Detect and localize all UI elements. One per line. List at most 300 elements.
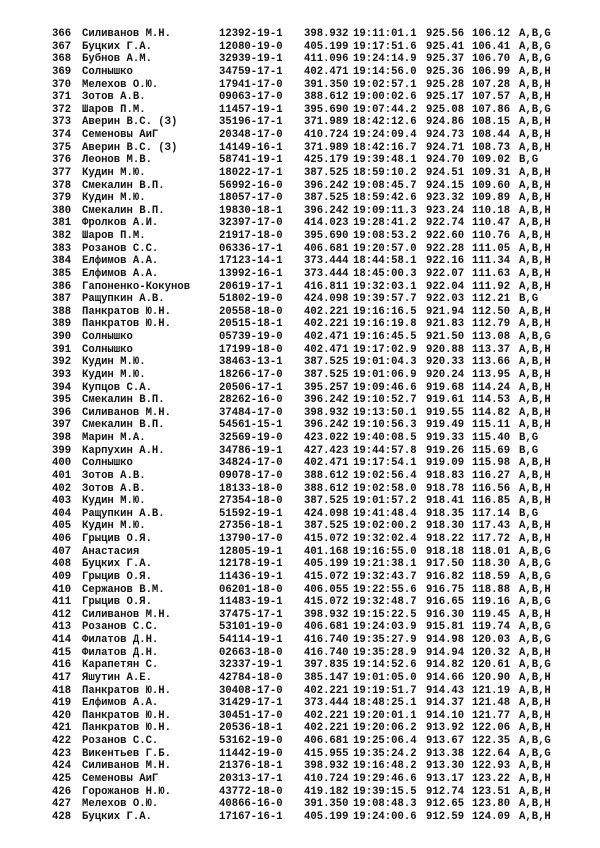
coefficient: 122.35 <box>472 735 511 747</box>
speed: 922.04 <box>426 280 465 293</box>
coefficient: 121.77 <box>472 709 511 722</box>
ring-number: 18022-17-1 <box>219 166 283 179</box>
ring-number: 18133-18-0 <box>219 482 283 495</box>
distance: 415.072 <box>304 570 349 583</box>
table-row <box>52 811 572 824</box>
arrival-time: 19:35:24.2 <box>353 747 417 760</box>
distance: 415.072 <box>304 596 349 609</box>
ring-number: 35196-17-1 <box>219 116 283 129</box>
table-row <box>52 394 572 407</box>
categories: A,B,G <box>519 634 551 646</box>
row-number: 410 <box>52 583 72 596</box>
categories: A,B,H <box>519 697 551 710</box>
ring-number: 20348-17-0 <box>219 129 283 141</box>
arrival-time: 18:42:12.6 <box>353 116 417 129</box>
ring-number: 32569-19-0 <box>219 432 283 444</box>
coefficient: 111.34 <box>472 255 511 268</box>
speed: 925.28 <box>426 78 465 91</box>
coefficient: 117.43 <box>472 520 511 533</box>
speed: 925.41 <box>426 40 465 53</box>
ring-number: 18266-17-0 <box>219 368 283 381</box>
coefficient: 113.95 <box>472 368 511 381</box>
coefficient: 123.80 <box>472 798 511 811</box>
distance: 427.423 <box>304 444 349 457</box>
fancier-name: Зотов А.В. <box>82 469 146 482</box>
coefficient: 114.82 <box>472 406 511 419</box>
speed: 913.67 <box>426 735 465 747</box>
categories: A,B,H <box>519 192 551 205</box>
row-number: 385 <box>52 267 72 280</box>
arrival-time: 19:32:43.7 <box>353 570 417 583</box>
ring-number: 17941-17-0 <box>219 78 283 91</box>
coefficient: 117.14 <box>472 507 511 520</box>
table-row <box>52 66 572 79</box>
arrival-time: 19:14:52.6 <box>353 659 417 672</box>
arrival-time: 19:20:01.1 <box>353 709 417 722</box>
ring-number: 34824-17-0 <box>219 457 283 470</box>
categories: A,B,H <box>519 230 551 242</box>
ring-number: 51592-19-1 <box>219 507 283 520</box>
distance: 371.989 <box>304 141 349 154</box>
table-row <box>52 419 572 432</box>
table-row <box>52 344 572 357</box>
categories: A,B,H <box>519 533 551 545</box>
fancier-name: Буцких Г.А. <box>82 40 152 53</box>
coefficient: 118.01 <box>472 545 511 558</box>
row-number: 386 <box>52 280 72 293</box>
table-row <box>52 735 572 748</box>
row-number: 376 <box>52 154 72 167</box>
distance: 391.350 <box>304 78 349 91</box>
ring-number: 28262-16-0 <box>219 394 283 407</box>
arrival-time: 19:20:06.2 <box>353 722 417 735</box>
fancier-name: Панкратов Ю.Н. <box>82 318 172 331</box>
row-number: 370 <box>52 78 72 91</box>
coefficient: 113.08 <box>472 331 511 343</box>
table-row <box>52 470 572 483</box>
arrival-time: 18:42:16.7 <box>353 141 417 154</box>
row-number: 391 <box>52 343 72 356</box>
speed: 925.17 <box>426 91 465 104</box>
speed: 918.35 <box>426 507 465 520</box>
distance: 401.168 <box>304 545 349 558</box>
fancier-name: Смекалин В.П. <box>82 394 165 407</box>
coefficient: 106.70 <box>472 53 511 66</box>
row-number: 389 <box>52 318 72 331</box>
arrival-time: 18:59:42.6 <box>353 192 417 205</box>
arrival-time: 19:01:57.2 <box>353 495 417 508</box>
categories: A,B,H <box>519 772 551 785</box>
table-row <box>52 79 572 92</box>
coefficient: 109.31 <box>472 166 511 179</box>
row-number: 422 <box>52 735 72 747</box>
coefficient: 121.19 <box>472 684 511 697</box>
coefficient: 106.12 <box>472 28 511 40</box>
ring-number: 06201-18-0 <box>219 583 283 596</box>
fancier-name: Грыцив О.Я. <box>82 570 152 583</box>
fancier-name: Буцких Г.А. <box>82 558 152 571</box>
speed: 914.10 <box>426 709 465 722</box>
row-number: 413 <box>52 621 72 634</box>
row-number: 381 <box>52 217 72 230</box>
arrival-time: 19:14:56.0 <box>353 65 417 78</box>
fancier-name: Аверин В.С. (З) <box>82 141 178 154</box>
distance: 387.525 <box>304 192 349 205</box>
row-number: 388 <box>52 305 72 318</box>
speed: 912.65 <box>426 798 465 811</box>
arrival-time: 19:16:45.5 <box>353 331 417 343</box>
row-number: 373 <box>52 116 72 129</box>
fancier-name: Розанов С.С. <box>82 621 159 634</box>
row-number: 411 <box>52 596 72 609</box>
row-number: 425 <box>52 772 72 785</box>
coefficient: 106.99 <box>472 65 511 78</box>
coefficient: 112.50 <box>472 305 511 318</box>
speed: 922.74 <box>426 217 465 230</box>
distance: 387.525 <box>304 356 349 369</box>
table-row <box>52 457 572 470</box>
ring-number: 20506-17-1 <box>219 381 283 394</box>
ring-number: 20619-17-1 <box>219 280 283 293</box>
ring-number: 43772-18-0 <box>219 785 283 798</box>
fancier-name: Фролков А.И. <box>82 217 159 230</box>
arrival-time: 19:35:28.9 <box>353 646 417 659</box>
arrival-time: 19:16:16.5 <box>353 305 417 318</box>
categories: A,B,G <box>519 621 551 634</box>
table-row <box>52 28 572 41</box>
table-row <box>52 192 572 205</box>
table-row <box>52 571 572 584</box>
row-number: 392 <box>52 356 72 369</box>
speed: 922.07 <box>426 267 465 280</box>
ring-number: 54114-19-1 <box>219 634 283 646</box>
ring-number: 34786-19-1 <box>219 444 283 457</box>
row-number: 368 <box>52 53 72 66</box>
categories: A,B,H <box>519 116 551 129</box>
distance: 385.147 <box>304 671 349 684</box>
speed: 912.59 <box>426 810 465 823</box>
ring-number: 42784-18-0 <box>219 671 283 684</box>
fancier-name: Аверин В.С. (З) <box>82 116 178 129</box>
fancier-name: Елфимов А.А. <box>82 697 159 710</box>
row-number: 414 <box>52 634 72 646</box>
categories: A,B,H <box>519 760 551 773</box>
speed: 924.70 <box>426 154 465 167</box>
table-row <box>52 142 572 155</box>
categories: B,G <box>519 444 539 457</box>
speed: 919.33 <box>426 432 465 444</box>
table-row <box>52 748 572 761</box>
speed: 918.18 <box>426 545 465 558</box>
distance: 391.350 <box>304 798 349 811</box>
speed: 925.37 <box>426 53 465 66</box>
coefficient: 112.79 <box>472 318 511 331</box>
ring-number: 09078-17-0 <box>219 469 283 482</box>
speed: 925.56 <box>426 28 465 40</box>
ring-number: 51802-19-0 <box>219 293 283 306</box>
categories: A,B,G <box>519 331 551 343</box>
fancier-name: Шаров П.М. <box>82 103 146 116</box>
fancier-name: Горожанов Н.Ю. <box>82 785 172 798</box>
table-row <box>52 647 572 660</box>
distance: 416.740 <box>304 646 349 659</box>
fancier-name: Панкратов Ю.Н. <box>82 305 172 318</box>
arrival-time: 19:39:15.5 <box>353 785 417 798</box>
ring-number: 20558-18-0 <box>219 305 283 318</box>
ring-number: 06336-17-1 <box>219 242 283 255</box>
coefficient: 122.64 <box>472 747 511 760</box>
coefficient: 108.15 <box>472 116 511 129</box>
table-row <box>52 407 572 420</box>
speed: 922.28 <box>426 242 465 255</box>
row-number: 412 <box>52 608 72 621</box>
distance: 415.072 <box>304 533 349 545</box>
row-number: 375 <box>52 141 72 154</box>
distance: 373.444 <box>304 267 349 280</box>
speed: 916.65 <box>426 596 465 609</box>
ring-number: 20515-18-1 <box>219 318 283 331</box>
ring-number: 12178-19-1 <box>219 558 283 571</box>
row-number: 415 <box>52 646 72 659</box>
ring-number: 20313-17-1 <box>219 772 283 785</box>
arrival-time: 19:28:41.2 <box>353 217 417 230</box>
categories: A,B,H <box>519 419 551 432</box>
coefficient: 115.98 <box>472 457 511 470</box>
speed: 916.82 <box>426 570 465 583</box>
speed: 920.88 <box>426 343 465 356</box>
row-number: 428 <box>52 810 72 823</box>
categories: A,B,H <box>519 280 551 293</box>
speed: 924.86 <box>426 116 465 129</box>
table-row <box>52 697 572 710</box>
ring-number: 32939-19-1 <box>219 53 283 66</box>
table-row <box>52 382 572 395</box>
speed: 919.49 <box>426 419 465 432</box>
arrival-time: 19:24:00.6 <box>353 810 417 823</box>
arrival-time: 19:09:46.6 <box>353 381 417 394</box>
fancier-name: Кудин М.Ю. <box>82 520 146 533</box>
arrival-time: 19:08:48.3 <box>353 798 417 811</box>
ring-number: 32337-19-1 <box>219 659 283 672</box>
ring-number: 54561-15-1 <box>219 419 283 432</box>
arrival-time: 19:35:27.9 <box>353 634 417 646</box>
table-row <box>52 281 572 294</box>
distance: 423.022 <box>304 432 349 444</box>
distance: 396.242 <box>304 419 349 432</box>
ring-number: 32397-17-0 <box>219 217 283 230</box>
ring-number: 27354-18-0 <box>219 495 283 508</box>
ring-number: 30451-17-0 <box>219 709 283 722</box>
table-row <box>52 773 572 786</box>
arrival-time: 19:08:53.2 <box>353 230 417 242</box>
coefficient: 119.45 <box>472 608 511 621</box>
table-row <box>52 546 572 559</box>
distance: 395.690 <box>304 103 349 116</box>
speed: 921.50 <box>426 331 465 343</box>
row-number: 426 <box>52 785 72 798</box>
table-row <box>52 710 572 723</box>
categories: A,B,H <box>519 356 551 369</box>
arrival-time: 19:09:11.3 <box>353 204 417 217</box>
ring-number: 11457-19-1 <box>219 103 283 116</box>
fancier-name: Мелехов О.Ю. <box>82 798 159 811</box>
categories: A,B,G <box>519 53 551 66</box>
coefficient: 106.41 <box>472 40 511 53</box>
speed: 913.17 <box>426 772 465 785</box>
arrival-time: 19:40:08.5 <box>353 432 417 444</box>
fancier-name: Яшутин А.Е. <box>82 671 152 684</box>
categories: A,B,G <box>519 747 551 760</box>
coefficient: 120.32 <box>472 646 511 659</box>
arrival-time: 19:17:02.9 <box>353 343 417 356</box>
ring-number: 37484-17-0 <box>219 406 283 419</box>
ring-number: 21917-18-0 <box>219 230 283 242</box>
coefficient: 122.06 <box>472 722 511 735</box>
fancier-name: Силиванов М.Н. <box>82 406 172 419</box>
categories: A,B,H <box>519 785 551 798</box>
distance: 405.199 <box>304 810 349 823</box>
ring-number: 21376-18-1 <box>219 760 283 773</box>
fancier-name: Розанов С.С. <box>82 735 159 747</box>
table-row <box>52 520 572 533</box>
categories: A,B,H <box>519 810 551 823</box>
coefficient: 114.24 <box>472 381 511 394</box>
row-number: 420 <box>52 709 72 722</box>
speed: 921.94 <box>426 305 465 318</box>
arrival-time: 19:07:44.2 <box>353 103 417 116</box>
categories: A,B,G <box>519 735 551 747</box>
coefficient: 111.63 <box>472 267 511 280</box>
speed: 917.50 <box>426 558 465 571</box>
table-row <box>52 356 572 369</box>
table-row <box>52 609 572 622</box>
coefficient: 120.61 <box>472 659 511 672</box>
distance: 387.525 <box>304 166 349 179</box>
fancier-name: Марин М.А. <box>82 432 146 444</box>
distance: 411.096 <box>304 53 349 66</box>
fancier-name: Семеновы АиГ <box>82 129 159 141</box>
distance: 402.471 <box>304 343 349 356</box>
distance: 388.612 <box>304 482 349 495</box>
fancier-name: Шаров П.М. <box>82 230 146 242</box>
categories: A,B,G <box>519 103 551 116</box>
fancier-name: Солнышко <box>82 65 133 78</box>
arrival-time: 19:16:55.0 <box>353 545 417 558</box>
speed: 919.26 <box>426 444 465 457</box>
fancier-name: Викентьев Г.Б. <box>82 747 172 760</box>
speed: 922.03 <box>426 293 465 306</box>
distance: 416.740 <box>304 634 349 646</box>
coefficient: 116.85 <box>472 495 511 508</box>
speed: 919.55 <box>426 406 465 419</box>
distance: 395.690 <box>304 230 349 242</box>
table-row <box>52 672 572 685</box>
distance: 424.098 <box>304 507 349 520</box>
coefficient: 124.09 <box>472 810 511 823</box>
row-number: 400 <box>52 457 72 470</box>
row-number: 396 <box>52 406 72 419</box>
fancier-name: Гапоненко-Кокунов <box>82 280 191 293</box>
row-number: 409 <box>52 570 72 583</box>
distance: 396.242 <box>304 204 349 217</box>
ring-number: 53162-19-0 <box>219 735 283 747</box>
categories: A,B,H <box>519 91 551 104</box>
ring-number: 17167-16-1 <box>219 810 283 823</box>
distance: 373.444 <box>304 697 349 710</box>
table-row <box>52 621 572 634</box>
distance: 402.471 <box>304 457 349 470</box>
table-row <box>52 230 572 243</box>
speed: 918.22 <box>426 533 465 545</box>
arrival-time: 19:02:56.4 <box>353 469 417 482</box>
arrival-time: 19:29:46.6 <box>353 772 417 785</box>
arrival-time: 19:41:48.4 <box>353 507 417 520</box>
row-number: 372 <box>52 103 72 116</box>
ring-number: 19830-18-1 <box>219 204 283 217</box>
row-number: 406 <box>52 533 72 545</box>
categories: A,B,H <box>519 646 551 659</box>
table-row <box>52 91 572 104</box>
speed: 923.32 <box>426 192 465 205</box>
table-row <box>52 318 572 331</box>
fancier-name: Грыцив О.Я. <box>82 533 152 545</box>
table-row <box>52 722 572 735</box>
ring-number: 02663-18-0 <box>219 646 283 659</box>
distance: 410.724 <box>304 129 349 141</box>
results-list <box>52 28 572 823</box>
row-number: 399 <box>52 444 72 457</box>
speed: 919.09 <box>426 457 465 470</box>
coefficient: 110.18 <box>472 204 511 217</box>
fancier-name: Зотов А.В. <box>82 482 146 495</box>
arrival-time: 19:13:50.1 <box>353 406 417 419</box>
fancier-name: Солнышко <box>82 331 133 343</box>
row-number: 387 <box>52 293 72 306</box>
distance: 397.835 <box>304 659 349 672</box>
ring-number: 11442-19-0 <box>219 747 283 760</box>
ring-number: 12080-19-0 <box>219 40 283 53</box>
ring-number: 17123-14-1 <box>219 255 283 268</box>
row-number: 402 <box>52 482 72 495</box>
arrival-time: 19:22:55.6 <box>353 583 417 596</box>
distance: 398.932 <box>304 28 349 40</box>
fancier-name: Купцов С.А. <box>82 381 152 394</box>
table-row <box>52 167 572 180</box>
categories: A,B,H <box>519 141 551 154</box>
speed: 914.82 <box>426 659 465 672</box>
distance: 387.525 <box>304 368 349 381</box>
speed: 923.24 <box>426 204 465 217</box>
ring-number: 11483-19-1 <box>219 596 283 609</box>
arrival-time: 19:25:06.4 <box>353 735 417 747</box>
distance: 406.681 <box>304 242 349 255</box>
distance: 402.221 <box>304 305 349 318</box>
categories: B,G <box>519 154 539 167</box>
categories: A,B,H <box>519 709 551 722</box>
speed: 919.68 <box>426 381 465 394</box>
row-number: 377 <box>52 166 72 179</box>
speed: 924.71 <box>426 141 465 154</box>
arrival-time: 19:44:57.8 <box>353 444 417 457</box>
distance: 388.612 <box>304 469 349 482</box>
table-row <box>52 432 572 445</box>
coefficient: 123.22 <box>472 772 511 785</box>
categories: A,B,H <box>519 684 551 697</box>
speed: 922.60 <box>426 230 465 242</box>
arrival-time: 19:02:57.1 <box>353 78 417 91</box>
speed: 921.83 <box>426 318 465 331</box>
ring-number: 11436-19-1 <box>219 570 283 583</box>
